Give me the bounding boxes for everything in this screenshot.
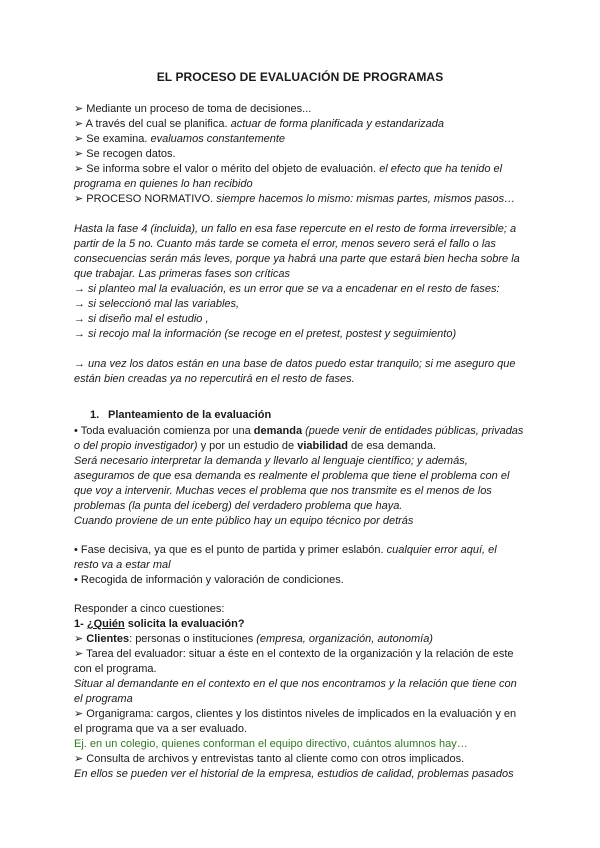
list-item: ➢ Se informa sobre el valor o mérito del objeto de evaluación. el efecto que ha tenido el [74, 163, 503, 175]
list-item: ➢ Se examina. evaluamos constantemente [74, 133, 286, 145]
paragraph-line: que voy a intervenir. Muchas veces el problema que nos transmite es el menos de los [74, 485, 492, 497]
paragraph-line: • Toda evaluación comienza por una demanda (puede venir de entidades públicas, privadas [74, 425, 524, 437]
example-line: Ej. en un colegio, quienes conforman el equipo directivo, cuántos alumnos hay… [74, 738, 468, 750]
list-item: ➢ Tarea del evaluador: situar a éste en el contexto de la organización y la relación de este [74, 648, 514, 660]
paragraph-line: Será necesario interpretar la demanda y llevarlo al lenguaje científico; y además, [74, 455, 468, 467]
arrow-bullet-icon: ➢ [74, 148, 84, 160]
list-item-continuation: con el programa. [74, 663, 157, 675]
arrow-bullet-icon: ➢ [74, 163, 84, 175]
list-item-continuation: el programa que va a ser evaluado. [74, 723, 248, 735]
list-item: ➢ Se recogen datos. [74, 148, 176, 160]
arrow-bullet-icon: ➢ [74, 103, 84, 115]
arrow-line: → si planteo mal la evaluación, es un error que se va a encadenar en el resto de fases: [74, 283, 500, 295]
paragraph-line: el programa [74, 693, 133, 705]
paragraph-line: Responder a cinco cuestiones: [74, 603, 225, 615]
paragraph-line: que trabajar. Las primeras fases son críticas [74, 268, 291, 280]
paragraph-line: Hasta la fase 4 (incluida), un fallo en esa fase repercute en el resto de forma irreversible; a [74, 223, 517, 235]
paragraph-line: están bien creadas ya no repercutirá en el resto de fases. [74, 373, 355, 385]
list-item: ➢ Organigrama: cargos, clientes y los distintos niveles de implicados en la evaluación y en [74, 708, 517, 720]
paragraph-line: consecuencias serán más leves, porque ya habrá una parte que estará bien hecha sobre la [74, 253, 520, 265]
paragraph-line: resto va a estar mal [74, 559, 171, 571]
arrow-bullet-icon: ➢ [74, 193, 84, 205]
arrow-bullet-icon: ➢ [74, 118, 84, 130]
paragraph-line: aseguramos de que esa demanda es realmente el problema que tiene el problema con el [74, 470, 510, 482]
document-title: EL PROCESO DE EVALUACIÓN DE PROGRAMAS [156, 70, 444, 84]
list-item: ➢ PROCESO NORMATIVO. siempre hacemos lo mismo: mismas partes, mismos pasos… [74, 193, 516, 205]
arrow-line: → si seleccionó mal las variables, [74, 298, 240, 310]
paragraph-line: partir de la 5 no. Cuanto más tarde se cometa el error, menos severo será el fallo o las [74, 238, 496, 250]
paragraph-line: En ellos se pueden ver el historial de la empresa, estudios de calidad, problemas pasados [74, 768, 514, 780]
paragraph-line: • Recogida de información y valoración de condiciones. [74, 574, 344, 586]
section-heading: 1. Planteamiento de la evaluación [90, 409, 272, 421]
list-item: ➢ Clientes: personas o instituciones (empresa, organización, autonomía) [74, 633, 433, 645]
arrow-line: → si recojo mal la información (se recoge en el pretest, postest y seguimiento) [74, 328, 457, 340]
list-item-continuation: programa en quienes lo han recibido [74, 178, 253, 190]
arrow-bullet-icon: ➢ [74, 633, 84, 645]
paragraph-line: Cuando proviene de un ente público hay un equipo técnico por detrás [74, 515, 414, 527]
paragraph-line: problemas (la punta del iceberg) del verdadero problema que haya. [74, 500, 403, 512]
paragraph-line: → una vez los datos están en una base de datos puedo estar tranquilo; si me aseguro que [74, 358, 516, 370]
paragraph-line: o del propio investigador) y por un estudio de viabilidad de esa demanda. [74, 440, 437, 452]
question-heading: 1- ¿Quién solicita la evaluación? [74, 618, 245, 630]
arrow-bullet-icon: ➢ [74, 133, 84, 145]
list-item: ➢ Consulta de archivos y entrevistas tanto al cliente como con otros implicados. [74, 753, 465, 765]
arrow-line: → si diseño mal el estudio , [74, 313, 209, 325]
paragraph-line: • Fase decisiva, ya que es el punto de partida y primer eslabón. cualquier error aquí, el [74, 544, 497, 556]
list-item: ➢ Mediante un proceso de toma de decisiones... [74, 103, 312, 115]
paragraph-line: Situar al demandante en el contexto en el que nos encontramos y la relación que tiene con [74, 678, 517, 690]
list-item: ➢ A través del cual se planifica. actuar de forma planificada y estandarizada [74, 118, 444, 130]
